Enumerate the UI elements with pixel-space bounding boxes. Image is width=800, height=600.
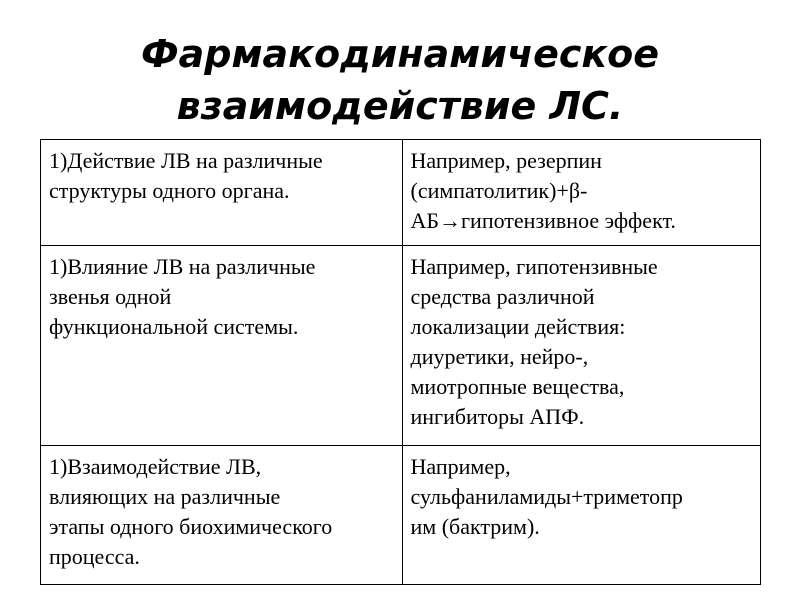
cell-line: 1)Действие ЛВ на различные: [49, 148, 323, 173]
cell-line: миотропные вещества,: [410, 374, 625, 399]
table-row-1-right-cell: [402, 140, 761, 246]
cell-line: средства различной: [410, 284, 595, 309]
interaction-table: [40, 139, 761, 585]
slide-title: [0, 28, 800, 132]
cell-line: 1)Взаимодействие ЛВ,: [49, 454, 262, 479]
cell-line: звенья одной: [49, 284, 172, 309]
cell-line: АБ→гипотензивное эффект.: [410, 208, 676, 233]
cell-line: 1)Влияние ЛВ на различные: [49, 254, 316, 279]
slide-title-line-1: Фармакодинамическое: [140, 32, 660, 76]
cell-line: влияющих на различные: [49, 484, 281, 509]
cell-line: структуры одного органа.: [49, 178, 290, 203]
table-row-3-left-cell: [41, 446, 403, 585]
table-row-2: [41, 246, 761, 446]
cell-line: диуретики, нейро-,: [410, 344, 589, 369]
table-row-2-left-cell: [41, 246, 403, 446]
table-row-3-right-cell: [402, 446, 761, 585]
cell-line: Например,: [410, 454, 511, 479]
cell-line: процесса.: [49, 544, 140, 569]
table-row-1: [41, 140, 761, 246]
cell-line: Например, резерпин: [410, 148, 602, 173]
cell-line: им (бактрим).: [410, 514, 540, 539]
cell-line: локализации действия:: [410, 314, 626, 339]
slide-title-line-2: взаимодействие ЛС.: [176, 84, 624, 128]
cell-line: сульфаниламиды+триметопр: [410, 484, 683, 509]
cell-line: ингибиторы АПФ.: [410, 404, 585, 429]
cell-line: (симпатолитик)+β-: [410, 178, 588, 203]
table-row-2-right-cell: [402, 246, 761, 446]
cell-line: Например, гипотензивные: [410, 254, 658, 279]
table-row-3: [41, 446, 761, 585]
cell-line: этапы одного биохимического: [49, 514, 333, 539]
table-row-1-left-cell: [41, 140, 403, 246]
cell-line: функциональной системы.: [49, 314, 299, 339]
